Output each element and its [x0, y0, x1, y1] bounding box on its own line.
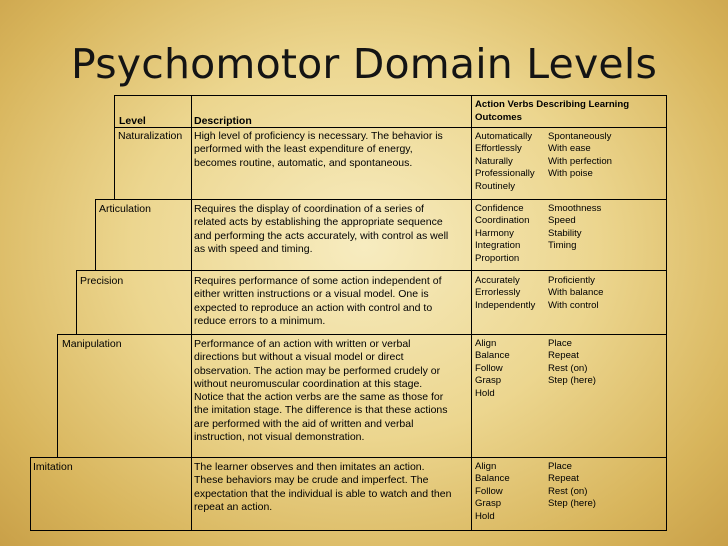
- staircase-edge: [30, 457, 31, 531]
- verbs-precision-col1: Accurately Errorlessly Independently: [475, 275, 536, 311]
- level-naturalization: Naturalization: [118, 130, 183, 142]
- verbs-articulation-col1: Confidence Coordination Harmony Integration Proportion: [475, 203, 530, 264]
- staircase-edge: [95, 199, 96, 270]
- row-divider: [76, 270, 667, 271]
- level-imitation: Imitation: [33, 461, 73, 473]
- verbs-naturalization-col1: Automatically Effortlessly Naturally Professionally Routinely: [475, 131, 535, 192]
- description-articulation: Requires the display of coordination of a series of related acts by establishing the appropriate sequence and performing the acts accurately, with control as well as with speed and timing.: [194, 203, 449, 255]
- level-precision: Precision: [80, 275, 124, 287]
- verbs-precision-col2: Proficiently With balance With control: [548, 275, 604, 311]
- description-manipulation: Performance of an action with written or verbal directions but without a visual model or direct observation. The action may be performed crudely or without neuromuscular coordination at this stage. Notice that the action verbs are the same as those for the imitation stage. The difference is that these actions are performed with the aid of written and verbal instruction, not visual demonstration.: [194, 338, 448, 444]
- row-divider: [57, 334, 667, 335]
- row-divider: [30, 457, 667, 458]
- table-border-bottom: [30, 530, 667, 531]
- description-imitation: The learner observes and then imitates an action. These behaviors may be crude and imperfect. The expectation that the individual is able to watch and then repeat an action.: [194, 461, 452, 513]
- page-title: Psychomotor Domain Levels: [70, 40, 658, 88]
- verbs-naturalization-col2: Spontaneously With ease With perfection With poise: [548, 131, 612, 180]
- row-divider: [95, 199, 667, 200]
- table-border-right: [666, 95, 667, 531]
- level-articulation: Articulation: [99, 203, 151, 215]
- verbs-manipulation-col1: Align Balance Follow Grasp Hold: [475, 338, 510, 399]
- header-description: Description: [194, 115, 252, 127]
- staircase-edge: [114, 95, 115, 199]
- description-naturalization: High level of proficiency is necessary. The behavior is performed with the least expenditure of energy, becomes routine, automatic, and spontaneous.: [194, 130, 443, 169]
- staircase-edge: [76, 270, 77, 334]
- verbs-imitation-col2: Place Repeat Rest (on) Step (here): [548, 461, 596, 510]
- table-border-top: [114, 95, 667, 96]
- level-manipulation: Manipulation: [62, 338, 122, 350]
- staircase-edge: [57, 334, 58, 457]
- description-precision: Requires performance of some action independent of either written instructions or a visual model. One is expected to reproduce an action with control and to reduce errors to a minimum.: [194, 275, 442, 327]
- verbs-imitation-col1: Align Balance Follow Grasp Hold: [475, 461, 510, 522]
- verbs-articulation-col2: Smoothness Speed Stability Timing: [548, 203, 602, 252]
- header-level: Level: [119, 115, 146, 127]
- header-action-verbs: Action Verbs Describing Learning Outcomes: [475, 99, 630, 123]
- verbs-column-divider: [471, 95, 472, 530]
- verbs-manipulation-col2: Place Repeat Rest (on) Step (here): [548, 338, 596, 387]
- description-column-divider: [191, 95, 192, 530]
